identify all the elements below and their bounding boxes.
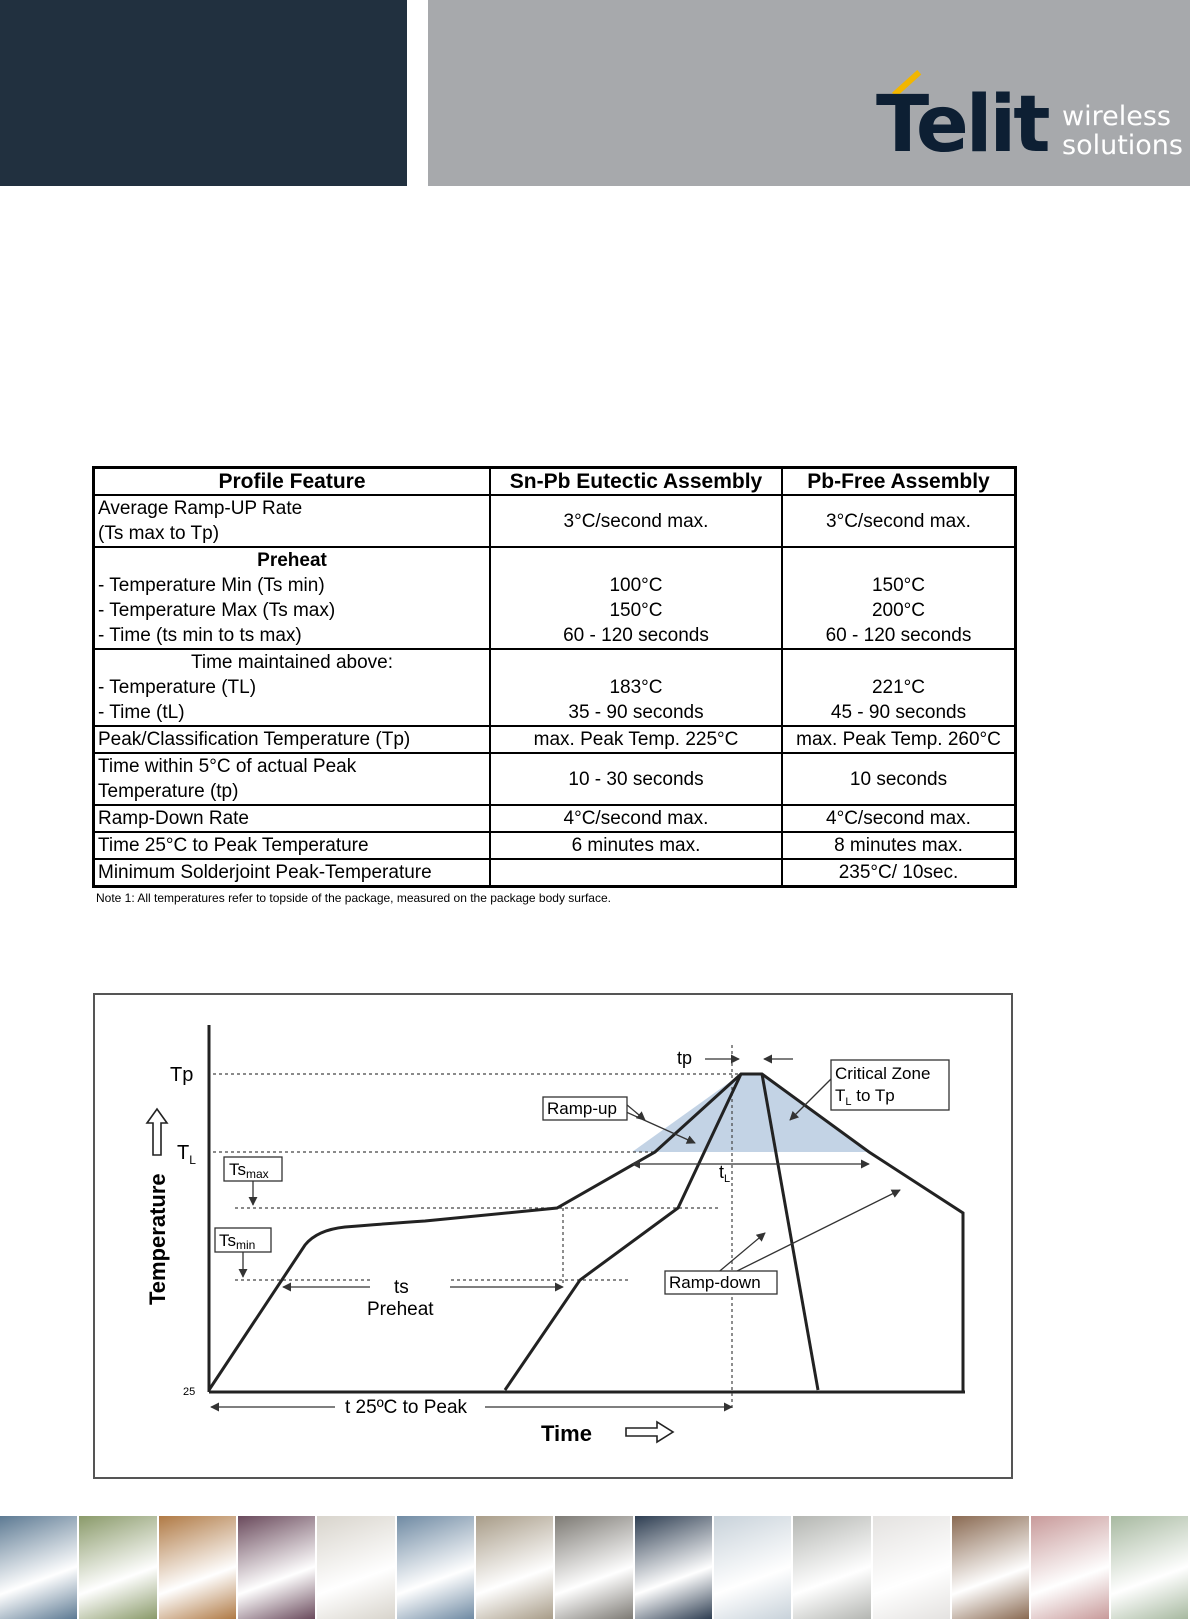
table-row [94,859,1016,887]
table-header-row [94,468,1016,496]
cell-line: 35 - 90 seconds [568,702,704,723]
photo-strip [0,1516,1190,1619]
preheat-label: Preheat [367,1299,434,1320]
photo-strip-tile [159,1516,238,1619]
table-cell: max. Peak Temp. 225°C [490,726,782,753]
y25-label: 25 [183,1386,196,1398]
table-row [94,547,1016,649]
critical-zone-label-1: Critical Zone [835,1064,931,1083]
tsmin-label-main: Ts [219,1231,236,1250]
tl-axis-label [177,1142,196,1167]
x-axis-title: Time [541,1421,592,1446]
ts-label: ts [394,1277,409,1298]
cell-line: 60 - 120 seconds [563,625,709,646]
photo-strip-tile [635,1516,714,1619]
table-cell: Time 25°C to Peak Temperature [94,832,491,859]
tp-axis-label: Tp [170,1064,194,1086]
y-axis-arrow-icon [147,1109,167,1155]
table-row [94,726,1016,753]
table-cell: 10 seconds [782,753,1016,805]
table-cell: 6 minutes max. [490,832,782,859]
photo-strip-tile [1111,1516,1190,1619]
critical-zone-label-2b: to Tp [851,1086,895,1105]
cell-line: Time maintained above: [190,652,394,673]
reflow-profile-diagram [93,993,1013,1479]
table-row [94,495,1016,547]
header-dark-panel [0,0,407,186]
tsmax-label-sub: max [246,1167,269,1181]
table-cell [490,547,782,649]
table-cell: 8 minutes max. [782,832,1016,859]
cell-line: - Temperature Min (Ts min) [98,575,325,596]
tl-small-label [719,1162,730,1185]
cell-line: 45 - 90 seconds [830,702,967,723]
cell-line: 150°C [609,600,663,621]
photo-strip-tile [714,1516,793,1619]
photo-strip-tile [79,1516,158,1619]
telit-logo [872,58,1182,168]
table-row [94,753,1016,805]
col-header-pbfree: Pb-Free Assembly [782,468,1016,496]
photo-strip-tile [317,1516,396,1619]
table-cell: max. Peak Temp. 260°C [782,726,1016,753]
x-axis-arrow-icon [626,1422,673,1442]
photo-strip-tile [873,1516,952,1619]
reflow-profile-table [92,466,1017,888]
logo-text: Telit [876,80,1048,170]
table-row [94,649,1016,726]
cell-line: 221°C [871,677,926,698]
table-cell [490,859,782,887]
cell-line: - Temperature (TL) [98,677,257,698]
table-cell: 4°C/second max. [782,805,1016,832]
table-cell: Minimum Solderjoint Peak-Temperature [94,859,491,887]
cell-line: 150°C [871,575,926,596]
photo-strip-tile [397,1516,476,1619]
cell-line: Temperature (tp) [98,781,239,802]
photo-strip-tile [555,1516,634,1619]
col-header-snpb: Sn-Pb Eutectic Assembly [490,468,782,496]
critical-zone-label-2 [835,1086,895,1108]
table-cell [94,547,491,649]
tl-axis-label-main: T [177,1142,190,1164]
rampdown-label: Ramp-down [669,1273,761,1292]
cell-line: Time within 5°C of actual Peak [98,756,357,777]
table-cell: Peak/Classification Temperature (Tp) [94,726,491,753]
photo-strip-tile [793,1516,872,1619]
table-cell [94,649,491,726]
photo-strip-tile [0,1516,79,1619]
table-cell: 3°C/second max. [782,495,1016,547]
cell-line: - Temperature Max (Ts max) [98,600,336,621]
photo-strip-tile [238,1516,317,1619]
tsmin-label-sub: min [236,1238,256,1252]
table-cell [94,495,491,547]
rampdown-pointer-2 [725,1190,900,1277]
table-cell [94,753,491,805]
critical-zone-label-2sub: L [845,1096,852,1108]
col-header-feature: Profile Feature [94,468,491,496]
tp-small-label: tp [677,1048,693,1068]
photo-strip-tile [476,1516,555,1619]
tl-small-label-sub: L [724,1173,731,1185]
cell-line: (Ts max to Tp) [98,523,220,544]
table-footnote: Note 1: All temperatures refer to topside of the package, measured on the package body surface. [96,891,611,905]
logo-tagline-2: solutions [1062,130,1183,161]
logo-tagline-1: wireless [1062,101,1171,132]
table-cell: 235°C/ 10sec. [782,859,1016,887]
y-axis-title: Temperature [145,1173,170,1305]
cell-line: 60 - 120 seconds [825,625,972,646]
profile-curve-main [209,1074,963,1392]
t-peak-label: t 25ºC to Peak [345,1397,468,1418]
logo-tagline [1062,102,1183,160]
table-cell [490,649,782,726]
cell-line: - Time (ts min to ts max) [98,625,302,646]
cell-line: 200°C [871,600,926,621]
photo-strip-tile [1031,1516,1110,1619]
cell-line: - Time (tL) [98,702,185,723]
table-cell [782,547,1016,649]
cell-line: 100°C [609,575,663,596]
tl-small-label-main: t [719,1162,725,1182]
table-cell [782,649,1016,726]
table-cell: 4°C/second max. [490,805,782,832]
tl-axis-label-sub: L [189,1153,196,1167]
table-row [94,805,1016,832]
photo-strip-tile [952,1516,1031,1619]
table-cell: 3°C/second max. [490,495,782,547]
table-row [94,832,1016,859]
cell-line: Average Ramp-UP Rate [98,498,303,519]
table-cell: Ramp-Down Rate [94,805,491,832]
cell-line: 183°C [609,677,663,698]
rampup-label: Ramp-up [547,1099,617,1118]
tsmax-label-main: Ts [229,1160,246,1179]
rampdown-pointer-1 [715,1233,765,1275]
cell-line: Preheat [257,550,327,571]
table-cell: 10 - 30 seconds [490,753,782,805]
critical-zone-label-2a: T [835,1086,846,1105]
